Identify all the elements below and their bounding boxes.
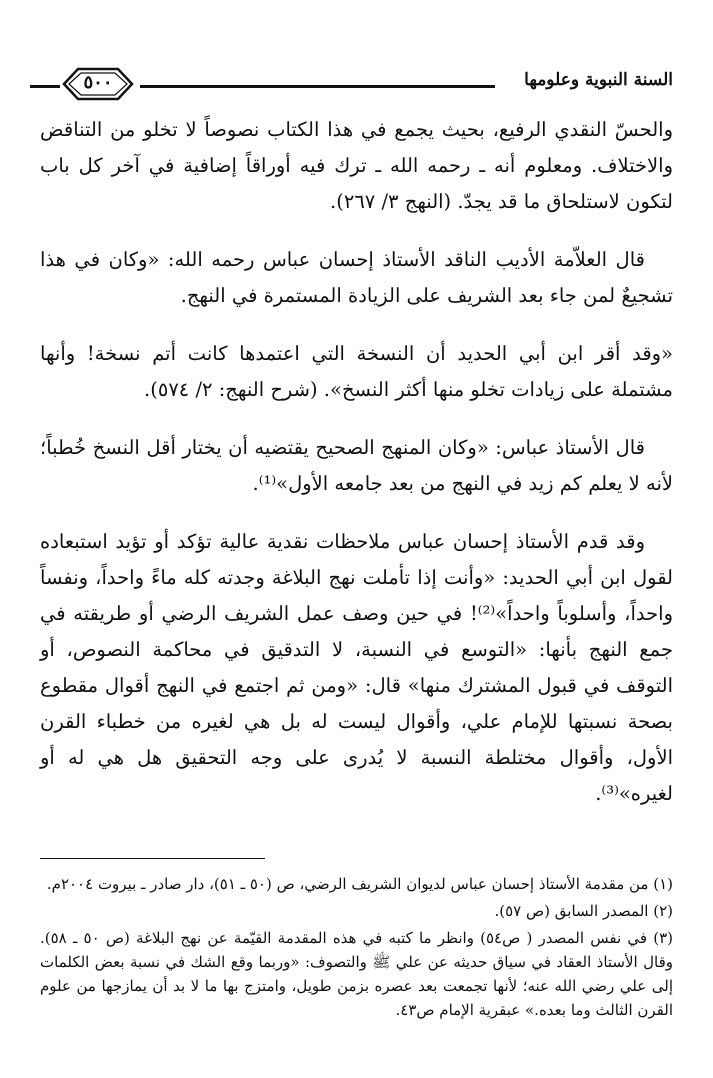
page-number: ٥٠٠ [83,72,113,93]
paragraph: والحسّ النقدي الرفيع، بحيث يجمع في هذا الكتاب نصوصاً لا تخلو من التناقض والاختلاف. ومعلوم أنه ـ رحمه الله ـ ترك فيه أوراقاً إضافية في آخر كل باب لتكون لاستلحاق ما قد يجدّ. (النهج ٣/ ٢٦٧). [40,118,673,213]
footnotes [40,872,673,1025]
footnote: (١) من مقدمة الأستاذ إحسان عباس لديوان الشريف الرضي، ص (٥٠ ـ ٥١)، دار صادر ـ بيروت ٢٠٠٤م. [46,875,673,893]
footnote: (٢) المصدر السابق (ص ٥٧). [494,902,673,920]
main-text [40,112,673,834]
paragraph: قال العلاّمة الأديب الناقد الأستاذ إحسان عباس رحمه الله: «وكان في هذا تشجيعٌ لمن جاء بعد الشريف على الزيادة المستمرة في النهج. [40,248,673,307]
paragraph: «وقد أقر ابن أبي الحديد أن النسخة التي اعتمدها كانت أتم نسخة! وأنها مشتملة على زيادات تخلو منها أكثر النسخ». (شرح النهج: ٢/ ٥٧٤). [40,342,673,401]
footnote: (٣) في نفس المصدر ( ص٥٤) وانظر ما كتبه في هذه المقدمة القيّمة عن نهج البلاغة (ص ٥٠ ـ ٥٨). وقال الأستاذ العقاد في سياق حديثه عن علي ﷺ والتصوف: «وربما وقع الشك في نسبة بعض الكلمات إلى علي رضي الله عنه؛ لأنها تجمعت بعد عصره بزمن طويل، وامتزج بها ما لا بد أن يمازجها من علوم القرن الثالث وما بعده.» عبقرية الإمام ص٤٣. [40,929,673,1019]
paragraph: وقد قدم الأستاذ إحسان عباس ملاحظات نقدية عالية تؤكد أو تؤيد استبعاده لقول ابن أبي الحديد: «وأنت إذا تأملت نهج البلاغة وجدته كله ماءً واحداً، ونفساً واحداً، وأسلوباً واحداً»⁽²⁾! في حين وصف عمل الشريف الرضي أو طريقته في جمع النهج بأنها: «التوسع في النسبة، لا التدقيق في محاكمة النصوص، أو التوقف في قبول المشترك منها» قال: «ومن ثم اجتمع في النهج أقوال مقطوع بصحة نسبتها للإمام علي، وأقوال ليست له بل هي لغيره من خطباء القرن الأول، وأقوال مختلطة النسبة لا يُدرى على وجه التحقيق هل هي له أو لغيره»⁽³⁾. [40,530,673,805]
book-title: السنة النبوية وعلومها [524,70,673,90]
page-number-ornament [58,66,138,102]
running-header [30,66,673,106]
paragraph: قال الأستاذ عباس: «وكان المنهج الصحيح يقتضيه أن يختار أقل النسخ خُطباً؛ لأنه لا يعلم كم زيد في النهج من بعد جامعه الأول»⁽¹⁾. [40,436,673,495]
header-rule [140,85,495,88]
header-rule-left [30,85,60,88]
footnote-separator [40,858,265,859]
